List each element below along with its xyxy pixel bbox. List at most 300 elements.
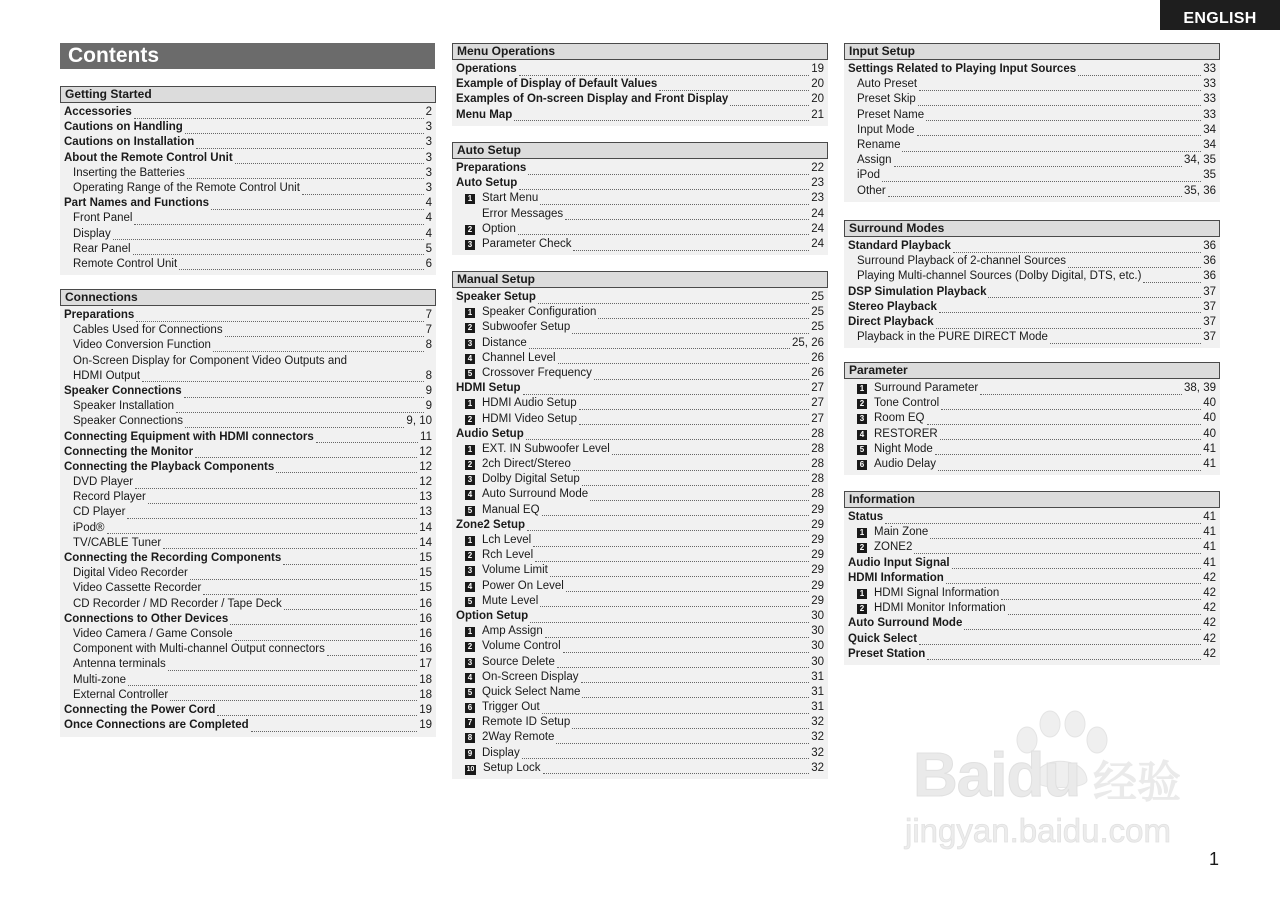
toc-entry[interactable] <box>452 518 828 533</box>
toc-entry[interactable] <box>60 196 436 211</box>
entry-page-number: 26 <box>811 351 824 364</box>
toc-entry[interactable] <box>452 396 828 411</box>
toc-entry[interactable] <box>60 120 436 135</box>
toc-entry[interactable] <box>452 381 828 396</box>
toc-entry[interactable] <box>452 624 828 639</box>
entry-page-number: 20 <box>811 93 824 106</box>
toc-entry[interactable] <box>452 207 828 222</box>
toc-entry[interactable] <box>844 300 1220 315</box>
toc-entry[interactable] <box>844 315 1220 330</box>
toc-entry[interactable] <box>452 594 828 609</box>
entry-label: Cautions on Handling <box>64 121 183 134</box>
step-number-badge: 4 <box>465 582 475 592</box>
dot-leader <box>917 126 1202 136</box>
toc-entry[interactable] <box>452 457 828 472</box>
section-header: Manual Setup <box>452 271 828 288</box>
entry-label: Connecting Equipment with HDMI connectors <box>64 430 314 443</box>
entry-page-number: 23 <box>811 177 824 190</box>
toc-entry[interactable] <box>60 227 436 242</box>
entry-page-number: 41 <box>1203 442 1216 455</box>
entry-label: iPod <box>857 169 881 182</box>
toc-entry[interactable] <box>452 503 828 518</box>
dot-leader <box>529 339 790 349</box>
toc-entry[interactable] <box>60 673 436 688</box>
toc-entry[interactable] <box>844 556 1220 571</box>
step-number-badge: 2 <box>465 642 475 652</box>
dot-leader <box>284 600 417 610</box>
toc-entry[interactable] <box>452 700 828 715</box>
toc-entry[interactable] <box>452 305 828 320</box>
dot-leader <box>573 461 809 471</box>
entry-label: Manual EQ <box>482 503 540 516</box>
toc-entry[interactable] <box>452 730 828 745</box>
toc-entry[interactable] <box>60 581 436 596</box>
entry-page-number: 32 <box>811 761 824 774</box>
step-number-badge: 5 <box>857 445 867 455</box>
toc-entry[interactable] <box>844 254 1220 269</box>
entry-page-number: 42 <box>1203 617 1216 630</box>
dot-leader <box>542 704 809 714</box>
step-number-badge: 6 <box>465 703 475 713</box>
toc-entry[interactable] <box>452 366 828 381</box>
toc-entry[interactable] <box>452 442 828 457</box>
entry-page-number: 33 <box>1203 63 1216 75</box>
dot-leader <box>316 433 418 443</box>
toc-entry[interactable] <box>452 290 828 305</box>
entry-label: Preset Skip <box>857 93 916 106</box>
entry-label: 2ch Direct/Stereo <box>482 458 571 471</box>
dot-leader <box>230 615 417 625</box>
entry-page-number: 24 <box>811 207 824 220</box>
dot-leader <box>522 749 809 759</box>
dot-leader <box>168 661 418 671</box>
toc-entry[interactable] <box>452 412 828 427</box>
entry-page-number: 12 <box>419 445 432 458</box>
entry-label: Front Panel <box>73 212 133 225</box>
toc-entry[interactable] <box>452 639 828 654</box>
dot-leader <box>882 172 1201 182</box>
toc-entry[interactable] <box>60 166 436 181</box>
entry-label: 2Way Remote <box>482 731 555 744</box>
entry-label: Inserting the Batteries <box>73 166 185 179</box>
entry-page-number: 28 <box>811 488 824 501</box>
entry-label: Example of Display of Default Values <box>456 78 658 91</box>
entry-page-number: 11 <box>420 430 432 443</box>
toc-entry[interactable] <box>60 688 436 703</box>
entry-label: Connections to Other Devices <box>64 612 229 625</box>
toc-entry[interactable] <box>60 657 436 672</box>
toc-entry[interactable] <box>60 135 436 150</box>
entry-page-number: 37 <box>1203 300 1216 313</box>
toc-entry[interactable] <box>60 627 436 642</box>
dot-leader <box>918 96 1201 106</box>
toc-entry[interactable] <box>844 168 1220 183</box>
toc-entry[interactable] <box>452 655 828 670</box>
toc-entry[interactable] <box>844 153 1220 168</box>
toc-entry[interactable] <box>452 533 828 548</box>
dot-leader <box>163 539 417 549</box>
dot-leader <box>535 552 809 562</box>
toc-entry[interactable] <box>60 105 436 120</box>
entry-page-number: 15 <box>419 552 432 564</box>
dot-leader <box>964 620 1201 630</box>
dot-leader <box>563 643 810 653</box>
toc-section <box>60 86 436 275</box>
dot-leader <box>566 582 809 592</box>
toc-entry[interactable] <box>60 323 436 338</box>
toc-entry[interactable] <box>452 62 828 77</box>
dot-leader <box>176 403 424 413</box>
entry-page-number: 16 <box>419 597 432 610</box>
entry-list <box>452 288 828 776</box>
toc-entry[interactable] <box>60 369 436 384</box>
toc-entry[interactable] <box>452 715 828 730</box>
entry-page-number: 31 <box>811 670 824 683</box>
toc-entry[interactable] <box>844 442 1220 457</box>
section-header: Information <box>844 491 1220 508</box>
step-number-badge: 4 <box>465 490 475 500</box>
toc-entry[interactable] <box>844 457 1220 472</box>
entry-page-number: 30 <box>811 609 824 622</box>
dot-leader <box>135 479 417 489</box>
toc-entry[interactable] <box>452 746 828 761</box>
toc-entry[interactable] <box>60 642 436 657</box>
entry-page-number: 37 <box>1203 331 1216 344</box>
entry-label: Speaker Configuration <box>482 306 597 319</box>
entry-page-number: 3 <box>425 181 432 194</box>
entry-page-number: 25 <box>811 306 824 319</box>
toc-entry[interactable] <box>452 472 828 487</box>
toc-entry[interactable] <box>60 211 436 226</box>
entry-page-number: 41 <box>1203 541 1216 554</box>
dot-leader <box>919 81 1201 91</box>
dot-leader <box>134 109 424 119</box>
dot-leader <box>1143 273 1201 283</box>
entry-label: Audio Delay <box>874 457 937 470</box>
step-number-badge: 1 <box>465 399 475 409</box>
toc-entry[interactable] <box>452 336 828 351</box>
entry-label: DSP Simulation Playback <box>848 285 987 298</box>
entry-page-number: 19 <box>419 703 432 716</box>
dot-leader <box>565 210 809 220</box>
dot-leader <box>179 260 423 270</box>
toc-entry[interactable] <box>844 427 1220 442</box>
entry-label: HDMI Setup <box>456 382 521 395</box>
entry-page-number: 26 <box>811 366 824 379</box>
toc-entry[interactable] <box>844 647 1220 662</box>
entry-label: Amp Assign <box>482 625 543 638</box>
entry-label: Preset Name <box>857 108 925 121</box>
entry-label: Audio Setup <box>456 427 524 440</box>
toc-entry[interactable] <box>60 338 436 353</box>
toc-entry[interactable] <box>844 632 1220 647</box>
step-number-badge: 3 <box>465 339 475 349</box>
dot-leader <box>523 385 810 395</box>
toc-entry[interactable] <box>60 242 436 257</box>
entry-label: Speaker Connections <box>64 384 182 397</box>
toc-entry[interactable] <box>60 612 436 627</box>
toc-entry[interactable] <box>844 540 1220 555</box>
dot-leader <box>235 154 424 164</box>
entry-label: Surround Parameter <box>874 382 979 394</box>
toc-entry[interactable] <box>844 77 1220 92</box>
dot-leader <box>203 585 417 595</box>
entry-label: Video Cassette Recorder <box>73 582 202 595</box>
toc-entry[interactable] <box>844 381 1220 396</box>
toc-entry[interactable] <box>452 108 828 123</box>
entry-page-number: 15 <box>419 582 432 595</box>
entry-label: Lch Level <box>482 534 532 546</box>
toc-section <box>452 142 828 255</box>
toc-entry[interactable] <box>844 62 1220 77</box>
toc-entry[interactable] <box>844 525 1220 540</box>
toc-entry[interactable] <box>60 354 436 369</box>
dot-leader <box>542 506 810 516</box>
entry-label: Option <box>482 222 516 235</box>
toc-entry[interactable] <box>452 609 828 624</box>
entry-page-number: 29 <box>811 579 824 592</box>
entry-page-number: 28 <box>811 442 824 455</box>
entry-label: Video Camera / Game Console <box>73 627 233 640</box>
entry-list <box>452 60 828 123</box>
step-number-badge: 2 <box>465 551 475 561</box>
dot-leader <box>1001 590 1201 600</box>
entry-page-number: 9 <box>425 384 432 397</box>
toc-entry[interactable] <box>452 161 828 176</box>
toc-entry[interactable] <box>60 384 436 399</box>
toc-entry[interactable] <box>452 685 828 700</box>
step-number-badge: 6 <box>857 460 867 470</box>
entry-label: Operating Range of the Remote Control Unit <box>73 181 300 194</box>
entry-page-number: 32 <box>811 746 824 759</box>
entry-page-number: 41 <box>1203 526 1216 539</box>
dot-leader <box>545 628 809 638</box>
toc-entry[interactable] <box>844 123 1220 138</box>
toc-entry[interactable] <box>452 427 828 442</box>
toc-entry[interactable] <box>60 490 436 505</box>
dot-leader <box>543 764 810 774</box>
entry-page-number: 29 <box>811 503 824 516</box>
dot-leader <box>946 574 1201 584</box>
toc-entry[interactable] <box>452 237 828 252</box>
step-number-badge: 3 <box>857 414 867 424</box>
step-number-badge: 2 <box>465 415 475 425</box>
toc-entry[interactable] <box>60 414 436 429</box>
toc-entry[interactable] <box>60 181 436 196</box>
entry-page-number: 24 <box>811 237 824 250</box>
entry-label: Zone2 Setup <box>456 518 526 531</box>
toc-entry[interactable] <box>844 92 1220 107</box>
toc-entry[interactable] <box>452 761 828 776</box>
toc-entry[interactable] <box>60 460 436 475</box>
toc-entry[interactable] <box>452 176 828 191</box>
entry-label: Quick Select Name <box>482 685 581 698</box>
entry-label: Multi-zone <box>73 673 127 686</box>
entry-label: Preparations <box>456 162 527 174</box>
dot-leader <box>127 509 417 519</box>
entry-label: On-Screen Display for Component Video Outputs and <box>73 354 348 367</box>
entry-page-number: 34, 35 <box>1184 154 1216 167</box>
entry-label: Examples of On-screen Display and Front Display <box>456 93 729 106</box>
entry-page-number: 42 <box>1203 571 1216 584</box>
entry-page-number: 16 <box>419 612 432 625</box>
toc-entry[interactable] <box>844 571 1220 586</box>
entry-label: Speaker Setup <box>456 291 536 303</box>
entry-page-number: 13 <box>419 506 432 519</box>
toc-entry[interactable] <box>60 703 436 718</box>
toc-entry[interactable] <box>60 399 436 414</box>
toc-entry[interactable] <box>452 92 828 107</box>
toc-entry[interactable] <box>844 616 1220 631</box>
dot-leader <box>528 165 809 175</box>
entry-page-number: 36 <box>1203 240 1216 252</box>
entry-label: Dolby Digital Setup <box>482 473 580 486</box>
section-header: Getting Started <box>60 86 436 103</box>
toc-entry[interactable] <box>452 320 828 335</box>
toc-entry[interactable] <box>60 445 436 460</box>
dot-leader <box>980 385 1182 395</box>
dot-leader <box>211 200 424 210</box>
step-number-badge: 2 <box>857 399 867 409</box>
toc-entry[interactable] <box>452 670 828 685</box>
section-header: Auto Setup <box>452 142 828 159</box>
entry-label: Crossover Frequency <box>482 366 592 379</box>
dot-leader <box>930 529 1201 539</box>
toc-entry[interactable] <box>844 411 1220 426</box>
toc-section <box>452 43 828 126</box>
entry-label: Component with Multi-channel Output connectors <box>73 643 325 656</box>
entry-page-number: 12 <box>419 476 432 489</box>
toc-entry[interactable] <box>60 521 436 536</box>
entry-label: Rear Panel <box>73 242 131 255</box>
toc-entry[interactable] <box>844 138 1220 153</box>
entry-page-number: 31 <box>811 701 824 714</box>
entry-page-number: 8 <box>425 339 432 352</box>
entry-label: Display <box>73 227 111 240</box>
toc-entry[interactable] <box>60 718 436 733</box>
toc-entry[interactable] <box>452 487 828 502</box>
toc-entry[interactable] <box>60 257 436 272</box>
entry-label: Connecting the Playback Components <box>64 460 275 473</box>
entry-label: Volume Control <box>482 640 561 653</box>
toc-entry[interactable] <box>452 351 828 366</box>
entry-label: Auto Surround Mode <box>848 617 963 630</box>
entry-label: Standard Playback <box>848 240 951 252</box>
dot-leader <box>113 230 424 240</box>
toc-entry[interactable] <box>60 505 436 520</box>
toc-entry[interactable] <box>844 239 1220 254</box>
entry-page-number: 29 <box>811 594 824 607</box>
entry-label: Accessories <box>64 106 132 118</box>
toc-entry[interactable] <box>844 285 1220 300</box>
entry-page-number: 3 <box>425 121 432 134</box>
toc-entry[interactable] <box>452 191 828 206</box>
step-number-badge: 1 <box>465 627 475 637</box>
page-number: 1 <box>1209 849 1220 869</box>
dot-leader <box>581 673 810 683</box>
entry-label: Rename <box>857 138 901 151</box>
entry-page-number: 14 <box>419 521 432 534</box>
step-number-badge: 9 <box>465 749 475 759</box>
entry-page-number: 34 <box>1203 138 1216 151</box>
entry-page-number: 7 <box>425 309 432 321</box>
toc-entry[interactable] <box>452 77 828 92</box>
toc-entry[interactable] <box>844 269 1220 284</box>
step-number-badge: 1 <box>465 536 475 546</box>
entry-label: Main Zone <box>874 526 929 539</box>
toc-entry[interactable] <box>60 551 436 566</box>
dot-leader <box>582 476 809 486</box>
entry-list <box>844 237 1220 345</box>
entry-label: Night Mode <box>874 442 933 455</box>
toc-entry[interactable] <box>844 510 1220 525</box>
toc-entry[interactable] <box>844 601 1220 616</box>
toc-entry[interactable] <box>60 151 436 166</box>
entry-label: On-Screen Display <box>482 670 579 683</box>
dot-leader <box>133 245 424 255</box>
toc-entry[interactable] <box>60 536 436 551</box>
toc-entry[interactable] <box>844 184 1220 199</box>
entry-page-number: 33 <box>1203 108 1216 121</box>
entry-label: Parameter Check <box>482 237 572 250</box>
dot-leader <box>142 372 423 382</box>
entry-label: Assign <box>857 154 892 167</box>
toc-entry[interactable] <box>60 430 436 445</box>
entry-page-number: 40 <box>1203 412 1216 425</box>
toc-entry[interactable] <box>844 108 1220 123</box>
entry-page-number: 31 <box>811 685 824 698</box>
dot-leader <box>217 706 417 716</box>
entry-label: Playing Multi-channel Sources (Dolby Digital, DTS, etc.) <box>857 270 1142 283</box>
entry-page-number: 29 <box>811 564 824 577</box>
dot-leader <box>919 635 1201 645</box>
dot-leader <box>148 494 417 504</box>
section-header: Input Setup <box>844 43 1220 60</box>
toc-entry[interactable] <box>844 330 1220 345</box>
toc-entry[interactable] <box>452 548 828 563</box>
entry-label: HDMI Output <box>73 369 141 382</box>
toc-entry[interactable] <box>60 597 436 612</box>
section-header: Parameter <box>844 362 1220 379</box>
dot-leader <box>659 81 809 91</box>
entry-label: Room EQ <box>874 412 925 425</box>
toc-entry[interactable] <box>452 563 828 578</box>
dot-leader <box>612 445 809 455</box>
toc-entry[interactable] <box>60 566 436 581</box>
entry-label: RESTORER <box>874 427 938 440</box>
entry-list <box>60 103 436 272</box>
dot-leader <box>579 415 809 425</box>
dot-leader <box>938 461 1201 471</box>
toc-entry[interactable] <box>60 475 436 490</box>
step-number-badge: 10 <box>466 765 475 773</box>
dot-leader <box>888 187 1182 197</box>
dot-leader <box>128 676 417 686</box>
entry-page-number: 34 <box>1203 123 1216 136</box>
toc-entry[interactable] <box>844 586 1220 601</box>
toc-entry[interactable] <box>60 308 436 323</box>
dot-leader <box>134 215 423 225</box>
dot-leader <box>540 597 809 607</box>
toc-entry[interactable] <box>452 222 828 237</box>
dot-leader <box>556 734 809 744</box>
dot-leader <box>1050 334 1201 344</box>
step-number-badge: 1 <box>857 528 867 538</box>
dot-leader <box>1008 605 1202 615</box>
toc-entry[interactable] <box>844 396 1220 411</box>
entry-label: Speaker Connections <box>73 415 183 428</box>
toc-entry[interactable] <box>452 579 828 594</box>
